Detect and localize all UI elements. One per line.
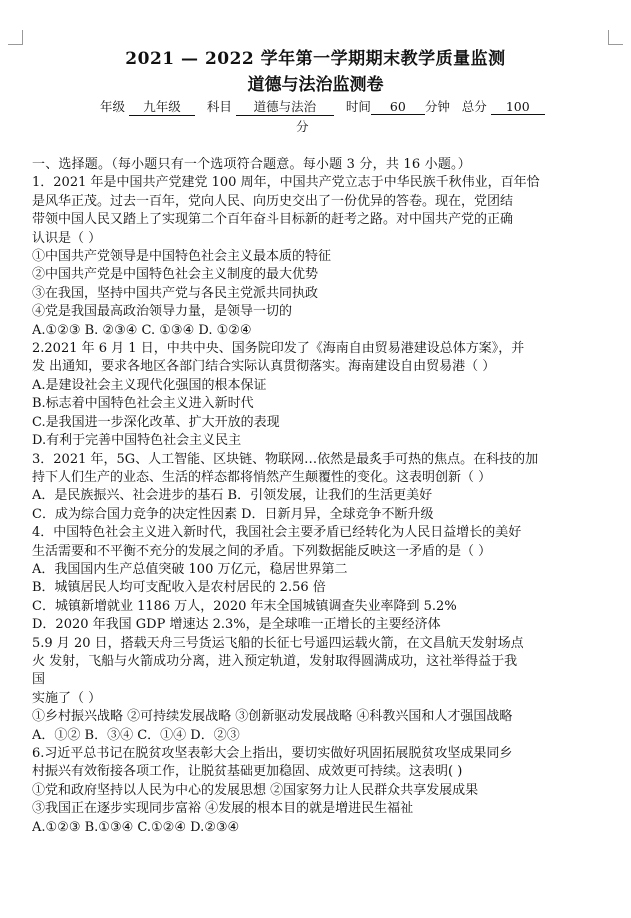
text-line: 3．2021 年，5G、人工智能、区块链、物联网…依然是最炙手可热的焦点。在科技的加 xyxy=(32,451,539,467)
text-line: 一、选择题。（每小题只有一个选项符合题意。每小题 3 分，共 16 小题。） xyxy=(32,157,471,172)
text-line: 实施了（ ） xyxy=(32,690,102,706)
text-line: ④党是我国最高政治领导力量，是领导一切的 xyxy=(32,304,293,320)
time-unit: 分钟 xyxy=(424,99,450,114)
text-line: 国 xyxy=(32,672,46,688)
score-value: 100 xyxy=(491,99,545,115)
text-line: C．成为综合国力竞争的决定性因素 D．日新月异，全球竞争不断升级 xyxy=(32,506,434,522)
exam-subtitle: 道德与法治监测卷 xyxy=(247,75,384,95)
text-line: ②中国共产党是中国特色社会主义制度的最大优势 xyxy=(32,267,319,283)
crop-mark-top-right xyxy=(608,30,623,45)
text-line: 火 发射，飞船与火箭成功分离，进入预定轨道，发射取得圆满成功，这社举得益于我 xyxy=(32,653,518,669)
subject-value: 道德与法治 xyxy=(236,97,334,116)
score-unit: 分 xyxy=(296,119,309,134)
text-line: 发 出通知，要求各地区各部门结合实际认真贯彻落实。海南建设自由贸易港（ ） xyxy=(32,359,496,375)
text-line: 持下人们生产的业态、生活的样态都将悄然产生颠覆性的变化。这表明创新（ ） xyxy=(32,469,492,485)
subject-label: 科目 xyxy=(206,99,232,114)
text-line: 2.2021 年 6 月 1 日，中共中央、国务院印发了《海南自由贸易港建设总体方案》，并 xyxy=(32,341,525,357)
text-line: B.标志着中国特色社会主义进入新时代 xyxy=(32,396,254,412)
text-line: D.有利于完善中国特色社会主义民主 xyxy=(32,433,242,449)
text-line: ①乡村振兴战略 ②可持续发展战略 ③创新驱动发展战略 ④科教兴国和人才强国战略 xyxy=(32,709,513,725)
text-line: ①党和政府坚持以人民为中心的发展思想 ②国家努力让人民群众共享发展成果 xyxy=(32,782,479,798)
text-line: A.是建设社会主义现代化强国的根本保证 xyxy=(32,377,267,393)
question-content xyxy=(32,156,592,837)
text-line: A．是民族振兴、社会进步的基石 B．引领发展，让我们的生活更美好 xyxy=(32,488,433,504)
text-line: A.①②③ B.①③④ C.①②④ D.②③④ xyxy=(32,819,240,835)
text-line: 6.习近平总书记在脱贫攻坚表彰大会上指出，要切实做好巩固拓展脱贫攻坚成果同乡 xyxy=(32,746,513,761)
text-line: A．我国国内生产总值突破 100 万亿元，稳居世界第二 xyxy=(32,561,348,577)
crop-mark-top-left xyxy=(8,30,23,45)
text-line: ③在我国，坚持中国共产党与各民主党派共同执政 xyxy=(32,285,319,301)
text-line: D．2020 年我国 GDP 增速达 2.3%，是全球唯一正增长的主要经济体 xyxy=(32,617,441,633)
text-line: 4．中国特色社会主义进入新时代，我国社会主要矛盾已经转化为人民日益增长的美好 xyxy=(32,525,522,541)
time-label: 时间 xyxy=(345,99,371,114)
text-line: C.是我国进一步深化改革、扩大开放的表现 xyxy=(32,414,280,430)
grade-label: 年级 xyxy=(100,99,126,114)
time-value: 60 xyxy=(371,99,425,115)
text-line: 1．2021 年是中国共产党建党 100 周年，中国共产党立志于中华民族千秋伟业，百年恰 xyxy=(32,175,540,191)
text-line: C．城镇新增就业 1186 万人，2020 年末全国城镇调查失业率降到 5.2% xyxy=(32,598,457,614)
text-line: 是风华正茂。过去一百年，党向人民、向历史交出了一份优异的答卷。现在，党团结 xyxy=(32,193,514,209)
text-line: ③我国正在逐步实现同步富裕 ④发展的根本目的就是增进民生福祉 xyxy=(32,801,414,817)
text-line: 村振兴有效衔接各项工作，让脱贫基础更加稳固、成效更可持续。这表明( ) xyxy=(32,764,463,780)
grade-value: 九年级 xyxy=(129,97,195,116)
text-line: A．①② B．③④ C．①④ D．②③ xyxy=(32,727,240,743)
text-line: A.①②③ B. ②③④ C. ①③④ D. ①②④ xyxy=(32,322,252,338)
text-line: 认识是（ ） xyxy=(32,230,102,246)
text-line: 5.9 月 20 日，搭载天舟三号货运飞船的长征七号遥四运载火箭，在文昌航天发射场点 xyxy=(32,635,524,651)
exam-title: 2021 — 2022 学年第一学期期末教学质量监测 xyxy=(125,49,506,69)
score-label: 总分 xyxy=(461,99,487,114)
text-line: ①中国共产党领导是中国特色社会主义最本质的特征 xyxy=(32,249,332,265)
exam-info xyxy=(100,97,545,116)
text-line: 生活需要和不平衡不充分的发展之间的矛盾。下列数据能反映这一矛盾的是（ ） xyxy=(32,543,492,559)
text-line: B．城镇居民人均可支配收入是农村居民的 2.56 倍 xyxy=(32,580,326,596)
text-line: 带领中国人民又踏上了实现第二个百年奋斗目标新的赶考之路。对中国共产党的正确 xyxy=(32,212,514,228)
